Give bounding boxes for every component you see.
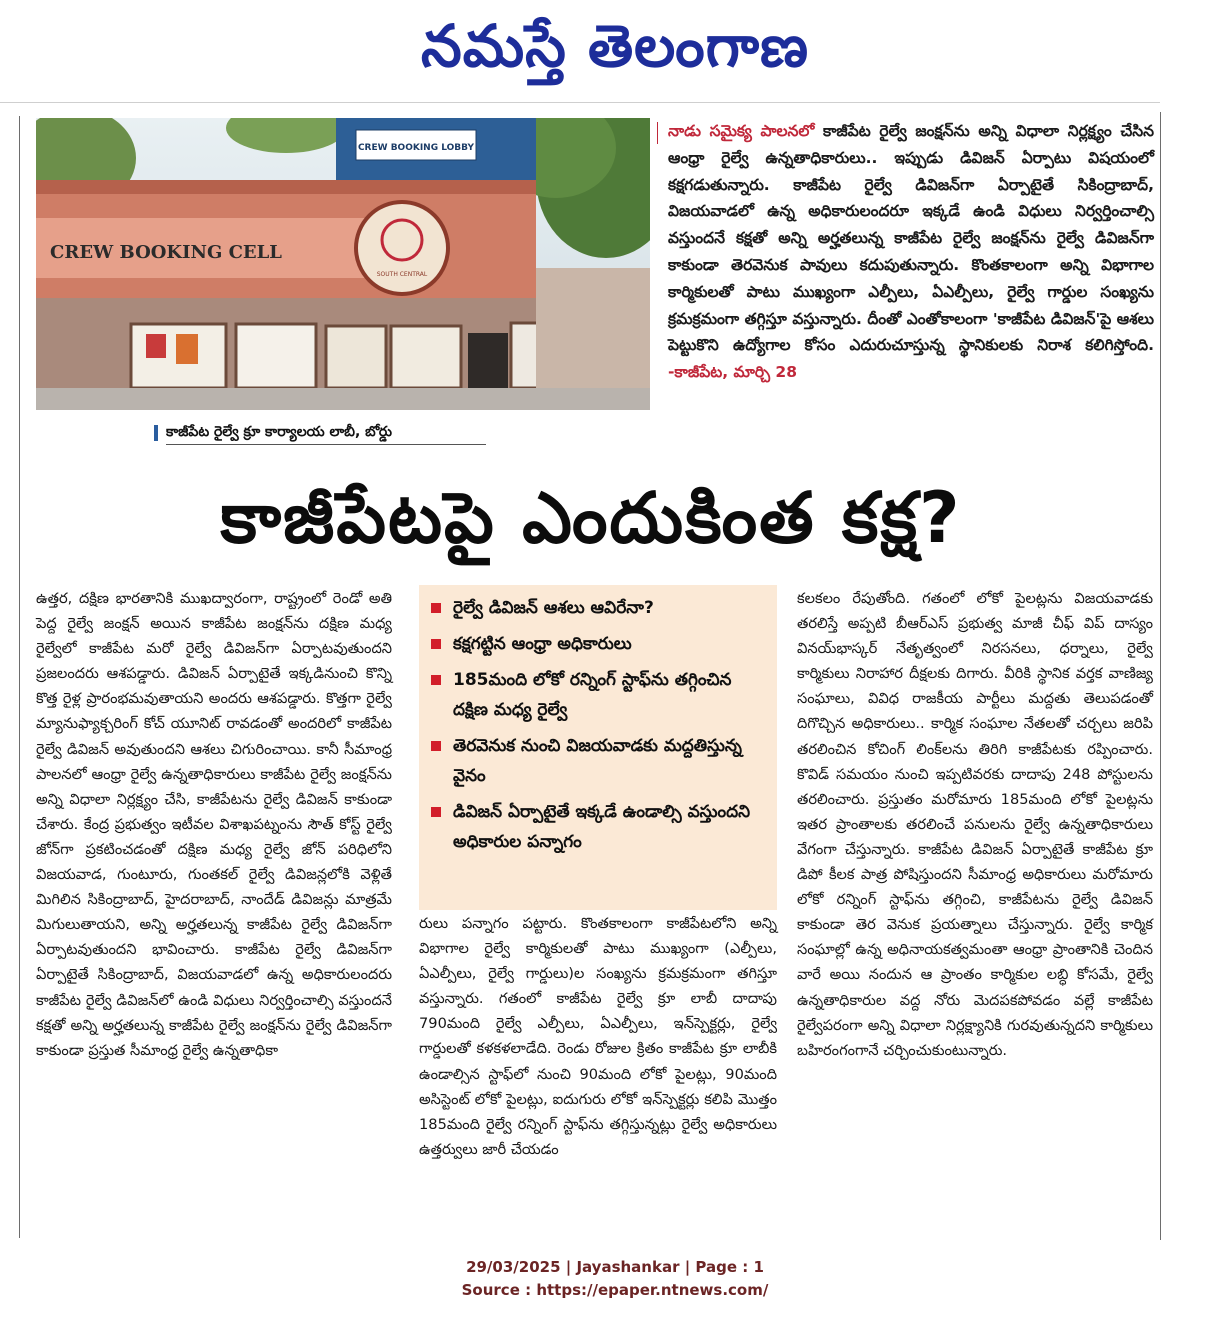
bullet-square-icon xyxy=(431,639,441,649)
highlight-item xyxy=(431,665,767,725)
bullet-square-icon xyxy=(431,807,441,817)
dateline: -కాజీపేట, మార్చి 28 xyxy=(668,363,797,382)
bullet-square-icon xyxy=(431,741,441,751)
headline: కాజీపేటపై ఎందుకింత కక్ష? xyxy=(220,477,962,559)
article-column-middle xyxy=(419,911,777,1162)
column-right-text: కలకలం రేపుతోంది. గతంలో లోకో పైలట్లను విజయవాడకు తరలిస్తే అప్పటి బీఆర్‌ఎస్ ప్రభుత్వ మాజీ చీఫ్ విప్ దాస్యం వినయ్‌భాస్కర్ నేతృత్వంలో నిరసనలు, ధర్నాలు, రైల్వే కార్మికులు నిరాహార దీక్షలకు దిగారు. వీరికి స్థానిక వర్తక వాణిజ్య సంఘాలు, వివిధ రాజకీయ పార్టీలు మద్దతు తెలుపడంతో దిగొచ్చిన అధికారులు.. కార్మిక సంఘాల నేతలతో చర్చలు జరిపి తరలించిన కోచింగ్ లింక్‌లను తిరిగి కాజీపేటకు రప్పించారు. కొవిడ్ సమయం నుంచి ఇప్పటివరకు దాదాపు 248 పోస్టులను తరలించారు. ప్రస్తుతం మరోమారు 185మంది లోకో పైలట్లను ఇతర ప్రాంతాలకు తరలించే పనులను రైల్వే ఉన్నతాధికారులు వేగంగా చేస్తున్నారు. కాజీపేట డివిజన్ ఏర్పాటైతే కాజీపేట క్రూ డిపో కీలక పాత్ర పోషిస్తుందని సీమాంధ్ర అధికారులు మరోమారు లోకో రన్నింగ్ స్టాఫ్‌ను తగ్గించి, కాజీపేటను రైల్వే డివిజన్ కాకుండా తెర వెనుక ప్రయత్నాలు చేస్తున్నారు. రైల్వే కార్మిక సంఘాల్లో ఉన్న అధినాయకత్వమంతా ఆంధ్రా ప్రాంతానికి చెందిన వారే అయి నందున ఆ ప్రాంతం కార్మికుల లబ్ధి కోసమే, రైల్వే ఉన్నతాధికారుల వద్ద నోరు మెదపకపోవడం వల్లే కాజీపేట రైల్వేపరంగా అన్ని విధాలా నిర్లక్ష్యానికి గురవుతున్నదని కార్మికులు బహిరంగంగానే చర్చించుకుంటున్నారు. xyxy=(797,590,1153,1059)
highlights-box xyxy=(419,585,777,910)
masthead-logo: నమస్తే తెలంగాణ xyxy=(421,12,809,80)
emblem-text: SOUTH CENTRAL xyxy=(376,271,428,278)
article-column-left xyxy=(36,586,392,1063)
highlight-text: 185మంది లోకో రన్నింగ్ స్టాఫ్‌ను తగ్గించిన దక్షిణ మధ్య రైల్వే xyxy=(453,670,732,720)
highlight-text: తెరవెనుక నుంచి విజయవాడకు మద్దతిస్తున్న వైనం xyxy=(453,736,742,786)
footer-date-edition: 29/03/2025 | Jayashankar | Page : 1 xyxy=(466,1258,764,1276)
top-rule xyxy=(0,102,1160,103)
bullet-square-icon xyxy=(431,603,441,613)
intro-lead: నాడు సమైక్య పాలనలో xyxy=(668,122,815,140)
highlight-text: కక్షగట్టిన ఆంధ్రా అధికారులు xyxy=(453,634,632,654)
highlight-text: రైల్వే డివిజన్ ఆశలు ఆవిరేనా? xyxy=(453,598,654,618)
frame-left-border xyxy=(19,116,20,1238)
intro-marker xyxy=(657,122,658,144)
footer-source-link[interactable]: Source : https://epaper.ntnews.com/ xyxy=(461,1281,769,1299)
intro-text xyxy=(668,118,1154,386)
article-column-right xyxy=(797,586,1153,1063)
column-middle-text: రులు పన్నాగం పట్టారు. కొంతకాలంగా కాజీపేటలోని అన్ని విభాగాల రైల్వే కార్మికులతో పాటు ముఖ్యంగా (ఎల్పీలు, ఏఎల్పీలు, రైల్వే గార్డులు)ల సంఖ్యను క్రమక్రమంగా తగిస్తూ వస్తున్నారు. గతంలో కాజీపేట రైల్వే క్రూ లాబీ దాదాపు 790మంది రైల్వే ఎల్పీలు, ఏఎల్పీలు, ఇన్‌స్పెక్టర్లు, రైల్వే గార్డులతో కళకళలాడేది. రెండు రోజుల క్రితం కాజీపేట క్రూ లాబీకి ఉండాల్సిన స్టాఫ్‌లో నుంచి 90మంది లోకో పైలట్లు, 90మంది అసిస్టెంట్ లోకో పైలట్లు, ఐదుగురు లోకో ఇన్‌స్పెక్టర్లు కలిపి మొత్తం 185మంది రైల్వే రన్నింగ్ స్టాఫ్‌ను తగ్గిస్తున్నట్లు రైల్వే అధికారులు ఉత్తర్వులు జారీ చేయడం xyxy=(419,915,777,1158)
crew-booking-lobby-sign: CREW BOOKING LOBBY xyxy=(357,143,475,153)
frame-right-border xyxy=(1160,112,1161,1240)
news-photo xyxy=(36,118,650,410)
highlight-item xyxy=(431,797,767,857)
highlight-text: డివిజన్ ఏర్పాటైతే ఇక్కడే ఉండాల్సి వస్తుందని అధికారుల పన్నాగం xyxy=(453,802,751,852)
highlight-item xyxy=(431,593,767,623)
highlight-item xyxy=(431,629,767,659)
crew-booking-cell-sign: CREW BOOKING CELL xyxy=(50,242,282,263)
column-left-text: ఉత్తర, దక్షిణ భారతానికి ముఖద్వారంగా, రాష్ట్రంలో రెండో అతి పెద్ద రైల్వే జంక్షన్ అయిన కాజీపేట జంక్షన్‌ను దక్షిణ మధ్య రైల్వేలో కాజీపేట మరో రైల్వే డివిజన్‌గా ఏర్పాటవుతుందని ప్రజలందరు ఆశపడ్డారు. డివిజన్ ఏర్పాటైతే ఇక్కడినుంచి కొన్ని కొత్త రైళ్ల ప్రారంభమవుతాయని అందరు ఆశపడ్డారు. కొత్తగా రైల్వే మ్యానుఫ్యాక్చరింగ్ కోచ్ యూనిట్ రావడంతో అందరిలో కాజీపేట రైల్వే డివిజన్ అవుతుందని ఆశలు చిగురించాయి. కానీ సీమాంధ్ర పాలనలో ఆంధ్రా రైల్వే ఉన్నతాధికారులు కాజీపేట రైల్వే జంక్షన్‌ను అన్ని విధాలా నిర్లక్ష్యం చేసి, కాజీపేటను రైల్వే డివిజన్ కాకుండా చేశారు. కేంద్ర ప్రభుత్వం ఇటీవల విశాఖపట్నంను సౌత్ కోస్ట్ రైల్వే జోన్‌గా ప్రకటించడంతో దక్షిణ మధ్య రైల్వే జోన్ పరిధిలోని విజయవాడ, గుంటూరు, గుంతకల్ రైల్వే డివిజన్లలోకి వెళ్లితే మిగిలిన సికింద్రాబాద్, హైదరాబాద్, నాందేడ్ డివిజన్లు మాత్రమే మిగులుతాయని, అన్ని అర్హతలున్న కాజీపేట రైల్వే డివిజన్‌గా ఏర్పాటవుతుందని భావించారు. కాజీపేట రైల్వే డివిజన్‌గా ఏర్పాటైతే సికింద్రాబాద్, విజయవాడలో ఉన్న అధికారులందరు కాజీపేట రైల్వే డివిజన్‌లో ఉండి విధులు నిర్వర్తించాల్సి వస్తుందనే కక్షతో అన్ని అర్హతలున్న కాజీపేట రైల్వే జంక్షన్‌ను రైల్వే డివిజన్‌గా కాకుండా ప్రస్తుత సీమాంధ్ర రైల్వే ఉన్నతాధికా xyxy=(36,590,393,1059)
intro-paragraph xyxy=(668,118,1154,386)
intro-body: కాజీపేట రైల్వే జంక్షన్‌ను అన్ని విధాలా నిర్లక్ష్యం చేసిన ఆంధ్రా రైల్వే ఉన్నతాధికారులు.. ఇప్పుడు డివిజన్ ఏర్పాటు విషయంలో కక్షగడుతున్నారు. కాజీపేట రైల్వే డివిజన్‌గా ఏర్పాటైతే సికింద్రాబాద్, విజయవాడలో ఉన్న అధికారులందరూ ఇక్కడే ఉండి విధులు నిర్వర్తించాల్సి వస్తుందనే కక్షతో అన్ని అర్హతలున్న కాజీపేట రైల్వే జంక్షన్‌ను రైల్వే డివిజన్‌గా కాకుండా తెరవెనుక పావులు కదుపుతున్నారు. కొంతకాలంగా అన్ని విభాగాల కార్మికులతో పాటు ముఖ్యంగా ఎల్పీలు, ఏఎల్పీలు, రైల్వే గార్డుల సంఖ్యను క్రమక్రమంగా తగ్గిస్తూ వస్తున్నారు. దీంతో ఎంతోకాలంగా 'కాజీపేట డివిజన్'పై ఆశలు పెట్టుకొని ఉద్యోగాల కోసం ఎదురుచూస్తున్న స్థానికులకు నిరాశ కలిగిస్తోంది. xyxy=(668,122,1154,355)
photo-caption: కాజీపేట రైల్వే క్రూ కార్యాలయ లాబీ, బోర్డు xyxy=(166,420,486,445)
page-footer xyxy=(400,1256,830,1302)
highlight-item xyxy=(431,731,767,791)
bullet-square-icon xyxy=(431,675,441,685)
